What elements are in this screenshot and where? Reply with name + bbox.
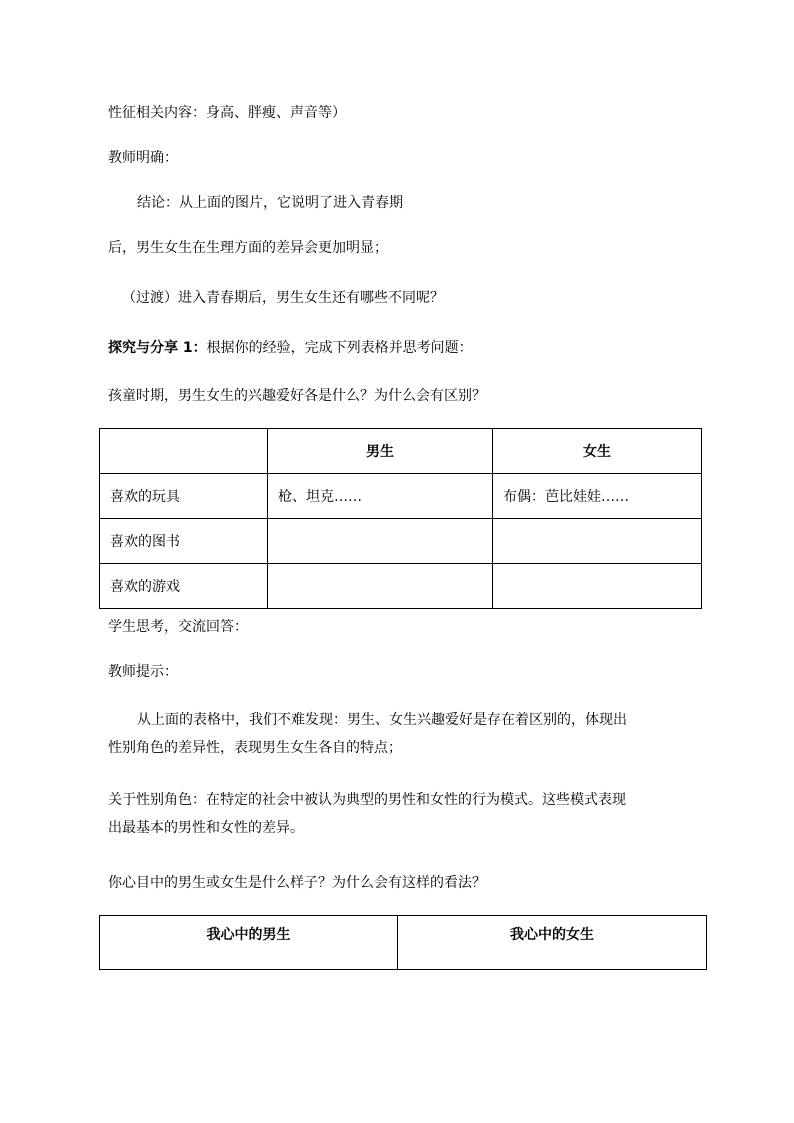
paragraph	[108, 338, 473, 358]
table-cell: 枪、坦克……	[268, 474, 493, 519]
table-cell	[268, 564, 493, 609]
paragraph: 从上面的表格中，我们不难发现：男生、女生兴趣爱好是存在着区别的，体现出	[137, 712, 627, 728]
paragraph: 性征相关内容：身高、胖瘦、声音等）	[108, 105, 346, 121]
paragraph: 关于性别角色：在特定的社会中被认为典型的男性和女性的行为模式。这些模式表现	[108, 792, 626, 808]
table-cell: 喜欢的游戏	[100, 564, 268, 609]
paragraph: 性别角色的差异性，表现男生女生各自的特点；	[108, 740, 402, 756]
paragraph: 结论：从上面的图片，它说明了进入青春期	[137, 195, 403, 211]
section-text: 根据你的经验，完成下列表格并思考问题：	[206, 340, 473, 356]
table-header-cell: 女生	[493, 429, 702, 474]
table-header-cell: 我心中的男生	[100, 916, 398, 970]
table-header-row	[100, 916, 707, 970]
table-cell: 喜欢的玩具	[100, 474, 268, 519]
table-row	[100, 519, 702, 564]
paragraph: 教师提示：	[108, 664, 178, 680]
paragraph: 孩童时期，男生女生的兴趣爱好各是什么？为什么会有区别？	[108, 388, 486, 404]
paragraph: 你心目中的男生或女生是什么样子？为什么会有这样的看法？	[108, 875, 486, 891]
table-cell: 布偶：芭比娃娃……	[493, 474, 702, 519]
views-table	[99, 915, 707, 970]
table-cell	[493, 564, 702, 609]
table-header-row	[100, 429, 702, 474]
table-header-cell: 男生	[268, 429, 493, 474]
table-cell: 喜欢的图书	[100, 519, 268, 564]
table-row	[100, 474, 702, 519]
paragraph: 学生思考，交流回答：	[108, 619, 248, 635]
paragraph: 教师明确：	[108, 150, 178, 166]
table-cell	[268, 519, 493, 564]
table-header-cell: 我心中的女生	[398, 916, 707, 970]
table-header-cell	[100, 429, 268, 474]
paragraph: 后，男生女生在生理方面的差异会更加明显；	[108, 240, 388, 256]
table-cell	[493, 519, 702, 564]
paragraph: 出最基本的男性和女性的差异。	[108, 820, 304, 836]
section-heading: 探究与分享 1：	[108, 340, 207, 356]
table-row	[100, 564, 702, 609]
paragraph: （过渡）进入青春期后，男生女生还有哪些不同呢？	[122, 290, 444, 306]
interests-table	[99, 428, 702, 609]
